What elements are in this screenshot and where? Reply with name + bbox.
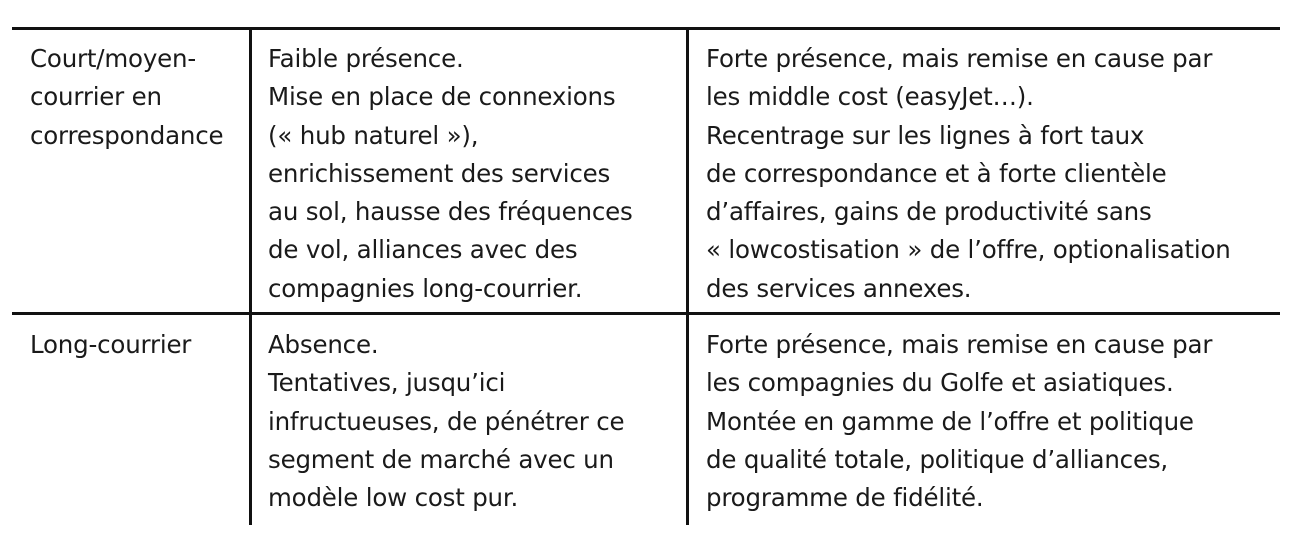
column-divider-1 (249, 27, 252, 525)
row-2-low-cost-cell: Absence. Tentatives, jusqu’ici infructueuses, de pénétrer ce segment de marché avec un modèle low cost pur. (268, 330, 625, 513)
table-top-rule (12, 27, 1280, 30)
row-1-segment-cell: Court/moyen- courrier en correspondance (30, 44, 224, 150)
column-divider-2 (686, 27, 689, 525)
row-divider (12, 312, 1280, 315)
row-2-segment-cell: Long-courrier (30, 330, 192, 359)
row-2-traditional-cell: Forte présence, mais remise en cause par les compagnies du Golfe et asiatiques. Montée en gamme de l’offre et politique de qualité totale, politique d’alliances, programme de fidélité. (706, 330, 1213, 513)
row-1-low-cost-cell: Faible présence. Mise en place de connexions (« hub naturel »), enrichissement des services au sol, hausse des fréquences de vol, alliances avec des compagnies long-courrier. (268, 44, 633, 303)
row-1-traditional-cell: Forte présence, mais remise en cause par les middle cost (easyJet…). Recentrage sur les lignes à fort taux de correspondance et à forte clientèle d’affaires, gains de productivité sans « lowcostisation » de l’offre, optionalisation des services annexes. (706, 44, 1231, 303)
